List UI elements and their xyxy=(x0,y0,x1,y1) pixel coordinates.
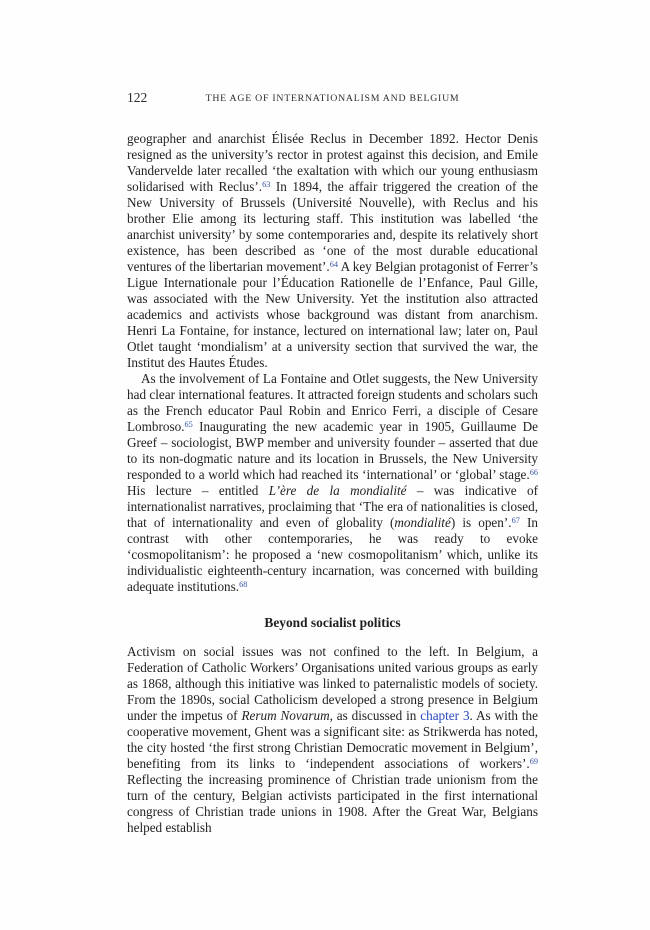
body-text-segment: Activism on social issues was not confined to the left. In Belgium, a Federation of Catholic Workers’ Organisations united various groups as early as 1868, although this initiative was linked to paternalistic models of society. From the 1890s, social Catholicism developed a strong presence in Belgium under the impetus of xyxy=(127,644,538,723)
italic-text: L’ère de la mondialité xyxy=(268,483,407,498)
body-text-segment: . As with the cooperative movement, Ghent was a significant site: as Strikwerda has noted, the city hosted ‘the first strong Christian Democratic movement in Belgium’, benefiting from its links to ‘independent associations of workers’. xyxy=(127,708,538,771)
body-text-segment: – was indicative of internationalist narratives, proclaiming that ‘The era of nationalities is closed, that of internationality and even of globality ( xyxy=(127,483,538,530)
paragraph-beyond-socialist xyxy=(127,644,538,836)
footnote-reference[interactable]: 65 xyxy=(184,420,193,429)
footnote-reference[interactable]: 69 xyxy=(529,757,538,766)
body-text-segment: ) is open’. xyxy=(450,515,512,530)
body-text-segment: As the involvement of La Fontaine and Otlet suggests, the New University had clear international features. It attracted foreign students and scholars such as the French educator Paul Robin and Enrico Ferri, a disciple of Cesare Lombroso. xyxy=(127,371,538,434)
italic-text: mondialité xyxy=(394,515,451,530)
footnote-reference[interactable]: 66 xyxy=(529,468,538,477)
body-text-segment: A key Belgian protagonist of Ferrer’s Ligue Internationale pour l’Éducation Rationelle de l’Enfance, Paul Gille, was associated with the New University. Yet the institution also attracted academics and activists whose background was distant from anarchism. Henri La Fontaine, for instance, lectured on international law; later on, Paul Otlet taught ‘mondialism’ at a university section that survived the war, the Institut des Hautes Études. xyxy=(127,259,538,370)
chapter-link[interactable]: chapter 3 xyxy=(420,708,470,723)
body-text-segment: In 1894, the affair triggered the creation of the New University of Brussels (Université Nouvelle), with Reclus and his brother Elie among its lecturing staff. This institution was labelled ‘the anarchist university’ by some contemporaries and, despite its relatively short existence, has been described as ‘one of the most durable educational ventures of the libertarian movement’. xyxy=(127,179,538,274)
page-content xyxy=(127,90,538,836)
body-text-segment: Reflecting the increasing prominence of Christian trade unionism from the turn of the century, Belgian activists participated in the first international congress of Christian trade unions in 1908. After the Great War, Belgians helped establish xyxy=(127,772,538,835)
footnote-reference[interactable]: 63 xyxy=(262,180,271,189)
italic-text: Rerum Novarum xyxy=(241,708,330,723)
paragraph-new-university xyxy=(127,371,538,595)
body-text-segment: , as discussed in xyxy=(329,708,421,723)
page-number: 122 xyxy=(127,90,148,105)
section-heading: Beyond socialist politics xyxy=(264,615,401,630)
paragraph-continued xyxy=(127,131,538,371)
body-text-segment: Inaugurating the new academic year in 1905, Guillaume De Greef – sociologist, BWP member and university founder – asserted that due to its non-dogmatic nature and its location in Brussels, the New University responded to a world which had reached its ‘international’ or ‘global’ stage. xyxy=(127,419,538,482)
footnote-reference[interactable]: 68 xyxy=(239,580,248,589)
body-text-segment: geographer and anarchist Élisée Reclus in December 1892. Hector Denis resigned as the university’s rector in protest against this decision, and Emile Vandervelde later recalled ‘the exaltation with which our young enthusiasm solidarised with Reclus’. xyxy=(127,131,538,194)
footnote-reference[interactable]: 67 xyxy=(511,516,520,525)
running-header: THE AGE OF INTERNATIONALISM AND BELGIUM xyxy=(205,93,460,104)
footnote-reference[interactable]: 64 xyxy=(329,260,338,269)
body-text-segment: In contrast with other contemporaries, he was ready to evoke ‘cosmopolitanism’: he proposed a ‘new cosmopolitanism’ which, unlike its individualistic eighteenth-century incarnation, was concerned with building adequate institutions. xyxy=(127,515,538,594)
body-text xyxy=(127,131,538,836)
body-text-segment: His lecture – entitled xyxy=(127,483,269,498)
page-header xyxy=(127,90,538,107)
